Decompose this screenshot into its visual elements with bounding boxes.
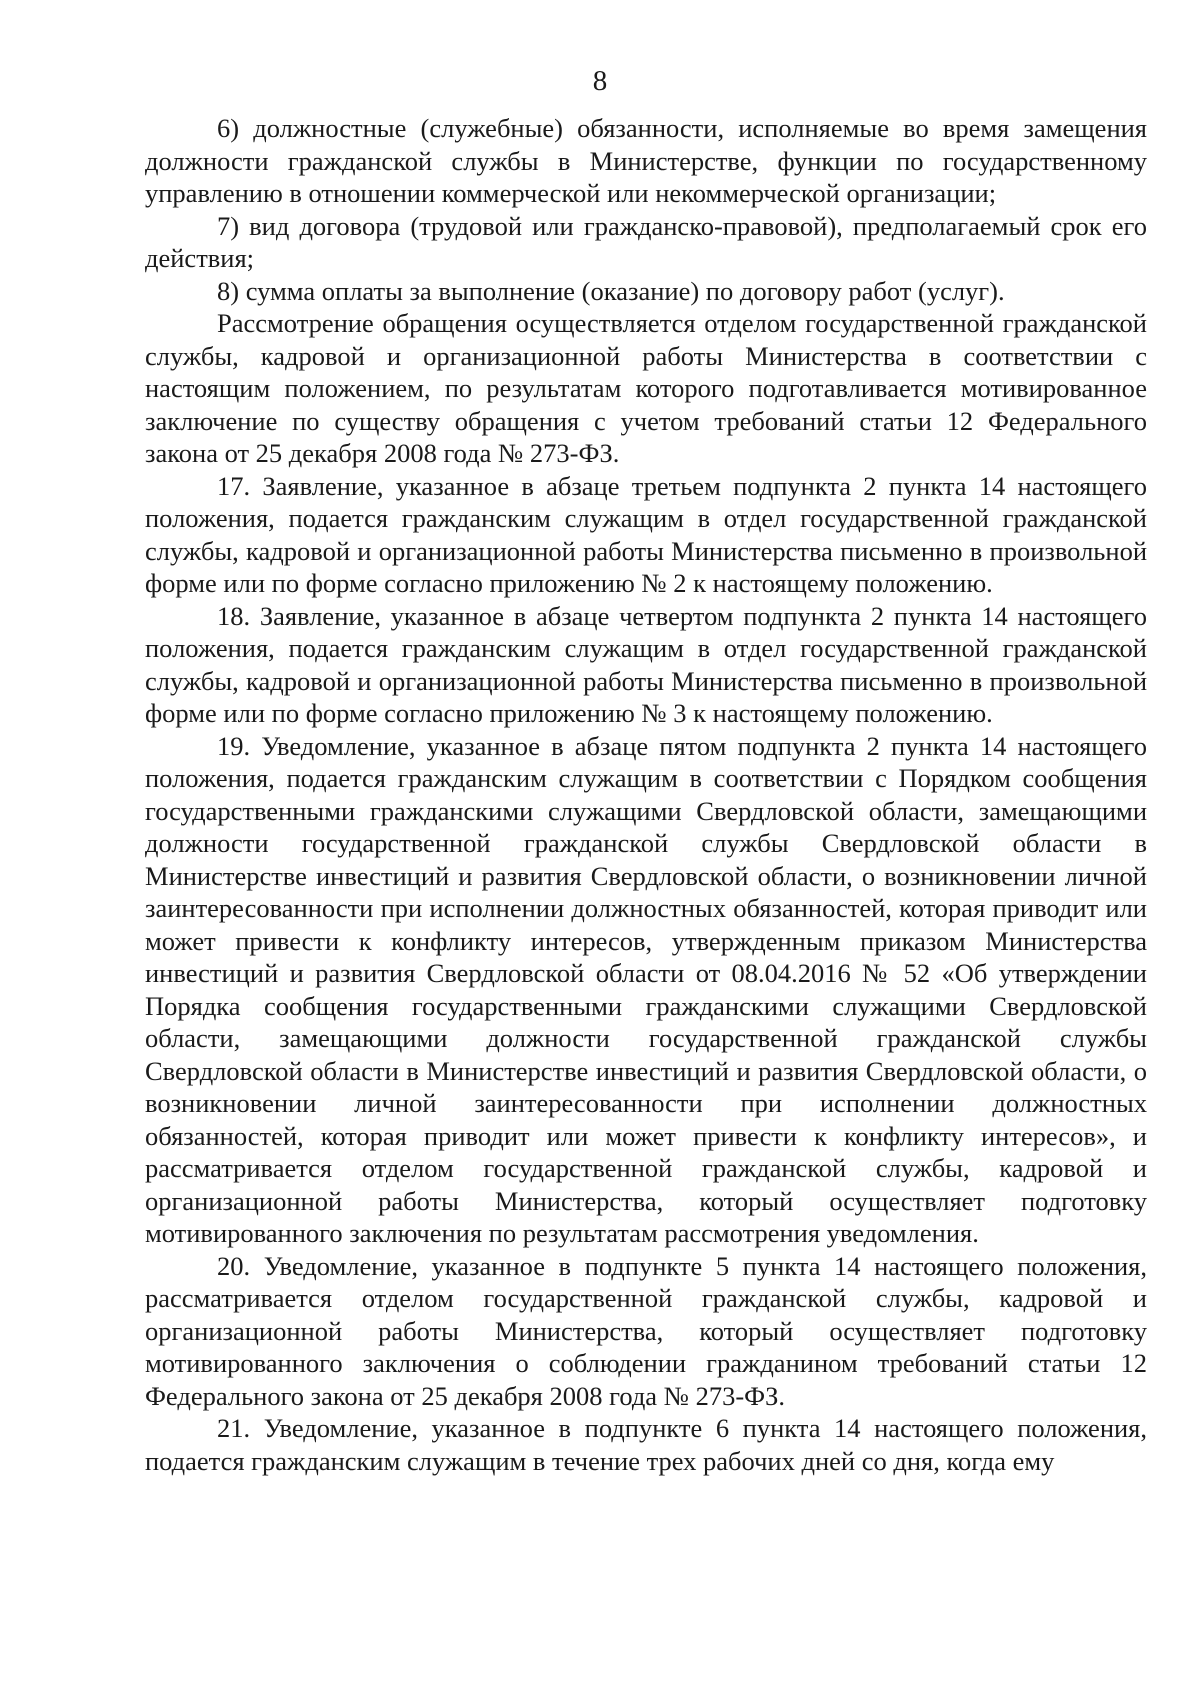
paragraph-clause-21: 21. Уведомление, указанное в подпункте 6 пункта 14 настоящего положения, подается гражданским служащим в течение трех рабочих дней со дня, когда ему [145,1413,1147,1476]
paragraph-clause-17: 17. Заявление, указанное в абзаце третьем подпункта 2 пункта 14 настоящего положения, подается гражданским служащим в отдел государственной гражданской службы, кадровой и организационной работы Министерства письменно в произвольной форме или по форме согласно приложению № 2 к настоящему положению. [145,470,1147,598]
paragraph-clause-18: 18. Заявление, указанное в абзаце четвертом подпункта 2 пункта 14 настоящего положения, подается гражданским служащим в отдел государственной гражданской службы, кадровой и организационной работы Министерства письменно в произвольной форме или по форме согласно приложению № 3 к настоящему положению. [145,600,1147,728]
paragraph-item-6: 6) должностные (служебные) обязанности, исполняемые во время замещения должности гражданской службы в Министерстве, функции по государственному управлению в отношении коммерческой или некоммерческой организации; [145,113,1147,208]
page-number: 8 [592,65,608,97]
paragraph-clause-19: 19. Уведомление, указанное в абзаце пятом подпункта 2 пункта 14 настоящего положения, подается гражданским служащим в соответствии с Порядком сообщения государственными гражданскими служащими Свердловской области, замещающими должности государственной гражданской службы Свердловской области в Министерстве инвестиций и развития Свердловской области, о возникновении личной заинтересованности при исполнении должностных обязанностей, которая приводит или может привести к конфликту интересов, утвержденным приказом Министерства инвестиций и развития Свердловской области от 08.04.2016 № 52 «Об утверждении Порядка сообщения государственными гражданскими служащими Свердловской области, замещающими должности государственной гражданской службы Свердловской области в Министерстве инвестиций и развития Свердловской области, о возникновении личной заинтересованности при исполнении должностных обязанностей, которая приводит или может привести к конфликту интересов», и рассматривается отделом государственной гражданской службы, кадровой и организационной работы Министерства, который осуществляет подготовку мотивированного заключения по результатам рассмотрения уведомления. [145,730,1147,1248]
paragraph-clause-20: 20. Уведомление, указанное в подпункте 5 пункта 14 настоящего положения, рассматривается отделом государственной гражданской службы, кадровой и организационной работы Министерства, который осуществляет подготовку мотивированного заключения о соблюдении гражданином требований статьи 12 Федерального закона от 25 декабря 2008 года № 273-ФЗ. [145,1250,1147,1411]
paragraph-item-8: 8) сумма оплаты за выполнение (оказание) по договору работ (услуг). [217,275,1005,306]
paragraph-item-7: 7) вид договора (трудовой или гражданско-правовой), предполагаемый срок его действия; [145,210,1147,273]
document-body [145,112,1147,1477]
paragraph-review-procedure: Рассмотрение обращения осуществляется отделом государственной гражданской службы, кадровой и организационной работы Министерства в соответствии с настоящим положением, по результатам которого подготавливается мотивированное заключение по существу обращения с учетом требований статьи 12 Федерального закона от 25 декабря 2008 года № 273-ФЗ. [145,308,1147,468]
